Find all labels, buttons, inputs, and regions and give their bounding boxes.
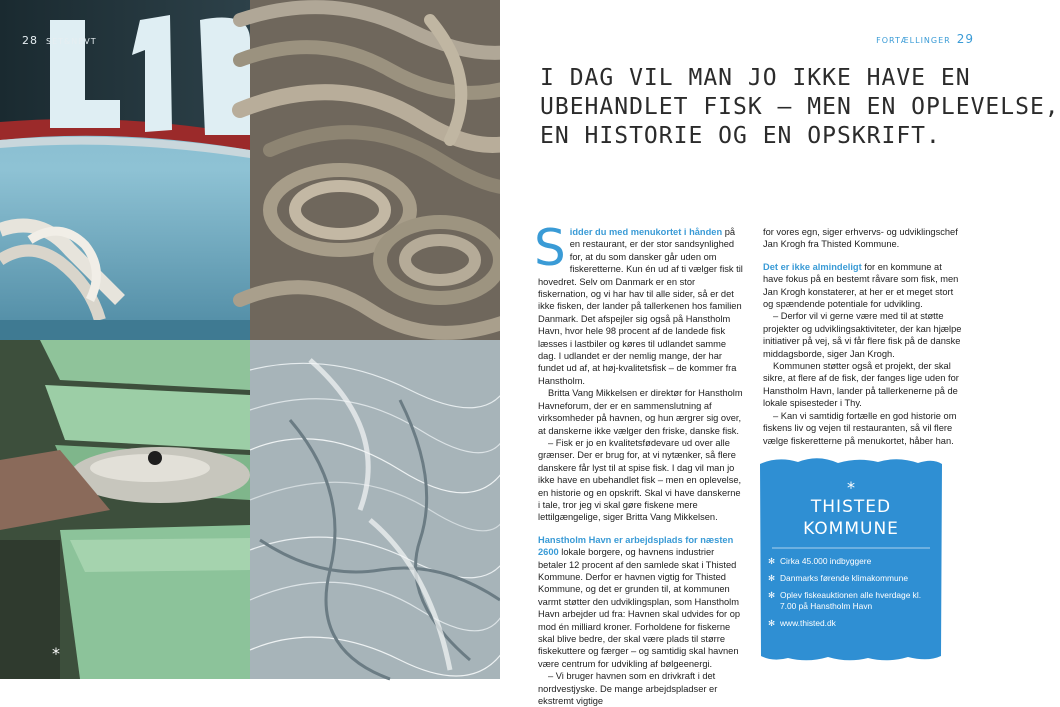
article-lead (534, 219, 743, 387)
boat-hull-photo (0, 0, 250, 340)
article-column-1 (534, 219, 743, 707)
infobox-title-line-1: THISTED (810, 497, 892, 517)
infobox-item-text: Oplev fiskeauktionen alle hverdage kl. 7.00 på Hanstholm Havn (780, 590, 922, 611)
infobox-item (768, 573, 938, 584)
left-page-number-value: 28 (22, 34, 38, 47)
article-column-2 (763, 226, 963, 447)
lead-rest: på en restaurant, er der stor sandsynlighed for, at du som dansker går uden om fiskeretterne. Kun én ud af ti vælger fisk til hovedret. Selv om Danmark er en stor fiskernation, og vi har hav til alle sider, så er det ikke fisken, der lander på tallerkenen hos familien Danmark. Det afspejler sig også på Hanstholm Havn, hvor hele 98 procent af de landede fisk læsses i lastbiler og køres til udlandet samme dag. I udlandet er der nemlig mange, der har fundet ud af, at høj-kvalitetsfisk – de kommer fra Hanstholm. (538, 227, 743, 386)
headline (540, 64, 1060, 151)
infobox-title (758, 496, 944, 540)
infobox-list (768, 556, 938, 635)
bullet-asterisk-icon: ✻ (768, 590, 776, 600)
infobox-item-link[interactable] (768, 618, 938, 629)
infobox-title-line-2: KOMMUNE (803, 519, 899, 539)
article-paragraph-3: – Fisk er jo en kvalitetsfødevare ud over alle grænser. Der er brug for, at vi nytænker, så flere danskere får lyst til at spise fisk. I dag vil man jo ikke have en ubehandlet fisk – men en oplevelse, en historie og en opskrift. Skal vi have danskerne i tale, tror jeg vi skal gøre fiskene mere lettilgængelige, siger Britta Vang Mikkelsen. (538, 437, 742, 523)
headline-line-2: UBEHANDLET FISK – MEN EN OPLEVELSE, (540, 94, 1060, 120)
thisted-infobox (758, 456, 944, 664)
right-page-number: 29 (956, 32, 974, 46)
left-page-number (22, 34, 97, 47)
left-footer-asterisk: * (52, 644, 60, 663)
infobox-item-text: Cirka 45.000 indbyggere (780, 556, 872, 566)
infobox-item (768, 590, 938, 612)
bullet-asterisk-icon: ✻ (768, 556, 776, 566)
article-paragraph-9: Kommunen støtter også et projekt, der skal sikre, at flere af de fisk, der fanges lige uden for Hanstholm Havn, lander på tallerkenerne på de lokale spisesteder i Thy. (763, 361, 959, 409)
infobox-asterisk: * (847, 478, 855, 497)
article-paragraph-6: for vores egn, siger erhvervs- og udviklingschef Jan Krogh fra Thisted Kommune. (763, 227, 958, 250)
left-page (0, 0, 500, 679)
article-paragraph-7 (763, 261, 963, 311)
right-page (500, 0, 1060, 707)
bullet-asterisk-icon: ✻ (768, 618, 776, 628)
subhead-1: Hanstholm Havn er arbejdsplads for næsten 2600 (538, 534, 734, 558)
subhead-2: Det er ikke almindeligt (763, 261, 862, 272)
right-section-label: FORTÆLLINGER (876, 36, 951, 45)
infobox-item (768, 556, 938, 567)
article-paragraph-4-text: lokale borgere, og havnens industrier betaler 12 procent af den samlede skat i Thisted Kommune. Derfor er havnen vigtig for Thisted Kommune, og det er grunden til, at kommunen varmt støtter den udviklingsplan, som Hanstholm Havn arbejder ud fra: Havnen skal udvides for op mod én milliard kroner. Forholdene for fiskerne skal blive bedre, der skal være plads til større fiskekuttere og færger – og samtidig skal havnen være centrum for udvikling af bølgeenergi. (538, 547, 741, 669)
article-paragraph-4 (538, 534, 743, 670)
article-paragraph-2: Britta Vang Mikkelsen er direktør for Hanstholm Havneforum, der er en sammenslutning af virksomheder på havnen, og hun ærgrer sig over, at danskerne ikke vælger den friske, danske fisk. (538, 388, 743, 436)
fishing-nets-photo (250, 340, 500, 679)
article-paragraph-5: – Vi bruger havnen som en drivkraft i det nordvestjyske. De mange arbejdspladser er ekstremt vigtige (538, 671, 718, 707)
infobox-content (758, 456, 944, 664)
thisted-website-link[interactable]: www.thisted.dk (780, 618, 836, 628)
right-page-header (876, 32, 974, 46)
article-paragraph-7-text: for en kommune at have fokus på en bestemt råvare som fisk, men Jan Krogh konstaterer, at her er et meget stort og spændende potentiale for udvikling. (763, 261, 959, 310)
left-section-label: SET&NEVT (46, 37, 97, 46)
article-paragraph-10: – Kan vi samtidig fortælle en god historie om fiskens liv og vejen til restauranten, så vil flere vælge fiskeretterne på menukortet, håber han. (763, 410, 957, 446)
article-paragraph-8: – Derfor vil vi gerne være med til at støtte projekter og udviklingsaktiviteter, der kan hjælpe initiativer på vej, så vi får flere fisk på de danske middagsborde, siger Jan Krogh. (763, 311, 962, 359)
bullet-asterisk-icon: ✻ (768, 573, 776, 583)
infobox-item-text: Danmarks førende klimakommune (780, 573, 908, 583)
headline-line-1: I DAG VIL MAN JO IKKE HAVE EN (540, 65, 971, 91)
fish-crates-photo (0, 340, 250, 679)
lead-bold: idder du med menukortet i hånden (569, 227, 723, 237)
dropcap: S (534, 219, 566, 277)
headline-line-3: EN HISTORIE OG EN OPSKRIFT. (540, 123, 941, 149)
coiled-rope-photo (250, 0, 500, 340)
